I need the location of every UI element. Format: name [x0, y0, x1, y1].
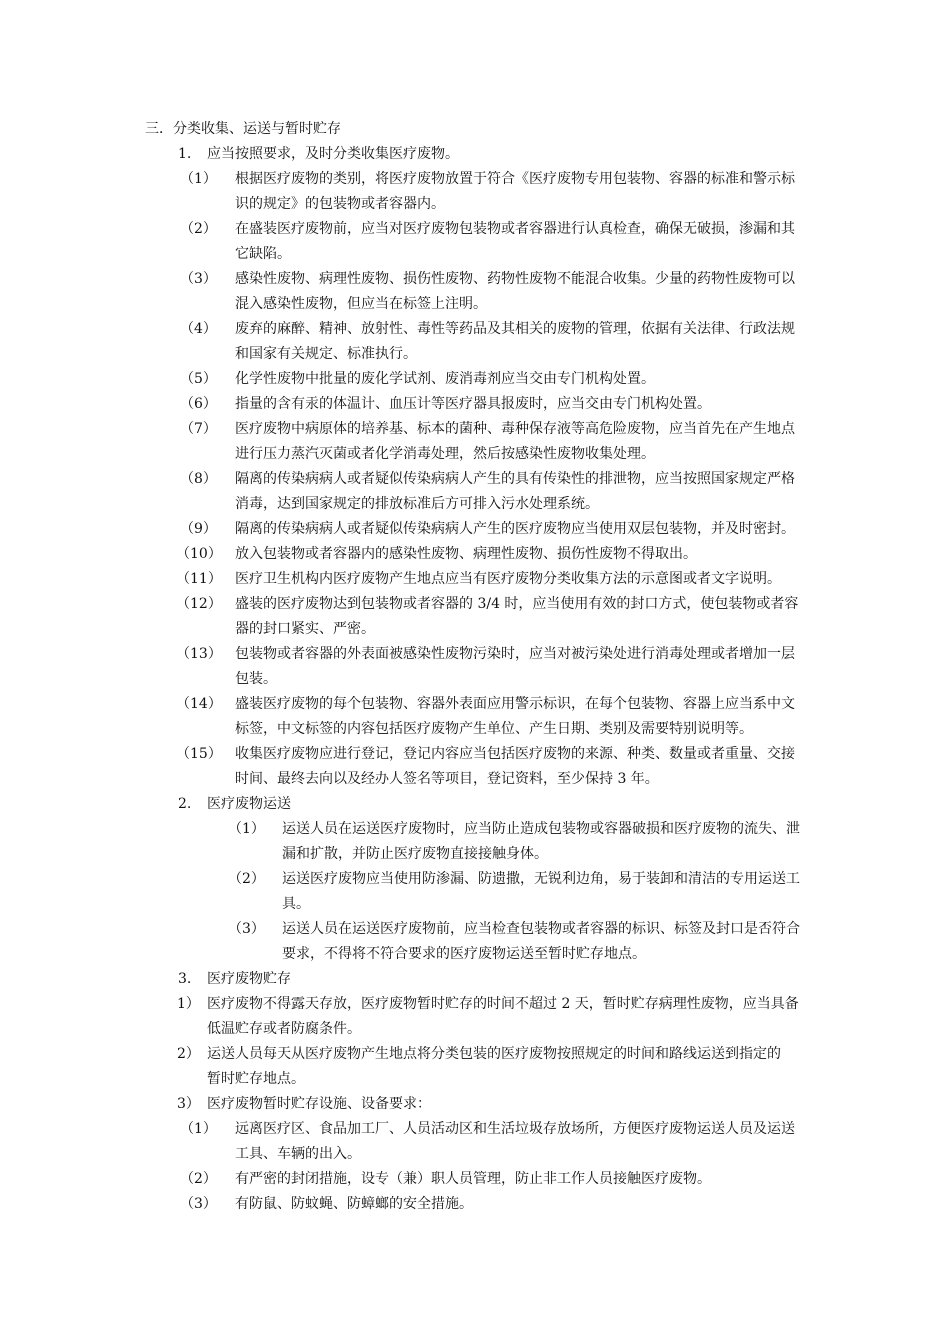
list-item-line: 隔离的传染病病人或者疑似传染病病人产生的医疗废物应当使用双层包装物，并及时密封。 — [235, 521, 795, 537]
subsection-2-number: 2. — [178, 796, 192, 812]
list-item-line: 运送人员在运送医疗废物前，应当检查包装物或者容器的标识、标签及封口是否符合 — [282, 921, 800, 937]
list-item-line: 时间、最终去向以及经办人签名等项目，登记资料，至少保持 3 年。 — [235, 771, 659, 787]
list-item-line: 运送医疗废物应当使用防渗漏、防遗撒，无锐利边角，易于装卸和清洁的专用运送工 — [282, 871, 800, 887]
list-item-number: （15） — [176, 746, 222, 762]
list-item-line: 消毒，达到国家规定的排放标准后方可排入污水处理系统。 — [235, 496, 599, 512]
list-item-number: （2） — [228, 871, 265, 887]
list-item-number: （1） — [180, 1121, 217, 1137]
list-item-number: （12） — [176, 596, 222, 612]
list-item-number: （2） — [180, 221, 217, 237]
subsection-1-title: 应当按照要求，及时分类收集医疗废物。 — [207, 146, 459, 162]
list-item-line: 包装物或者容器的外表面被感染性废物污染时，应当对被污染处进行消毒处理或者增加一层 — [235, 646, 795, 662]
list-item-line: 化学性废物中批量的废化学试剂、废消毒剂应当交由专门机构处置。 — [235, 371, 655, 387]
subsection-2-title: 医疗废物运送 — [207, 796, 291, 812]
list-item-line: 器的封口紧实、严密。 — [235, 621, 375, 637]
list-item-line: 远离医疗区、食品加工厂、人员活动区和生活垃圾存放场所，方便医疗废物运送人员及运送 — [235, 1121, 795, 1137]
list-item-number: （3） — [180, 1196, 217, 1212]
list-item-number: （7） — [180, 421, 217, 437]
subsection-3-title: 医疗废物贮存 — [207, 971, 291, 987]
list-item-number: （6） — [180, 396, 217, 412]
list-item-number: （13） — [176, 646, 222, 662]
list-item-line: 医疗卫生机构内医疗废物产生地点应当有医疗废物分类收集方法的示意图或者文字说明。 — [235, 571, 781, 587]
section-heading: 三．分类收集、运送与暂时贮存 — [145, 121, 341, 137]
list-item-number: （8） — [180, 471, 217, 487]
list-item-number: （14） — [176, 696, 222, 712]
list-item-number: （2） — [180, 1171, 217, 1187]
list-item-line: 医疗废物中病原体的培养基、标本的菌种、毒种保存液等高危险废物，应当首先在产生地点 — [235, 421, 795, 437]
list-item-number: 2） — [177, 1046, 200, 1062]
list-item-line: 在盛装医疗废物前，应当对医疗废物包装物或者容器进行认真检查，确保无破损，渗漏和其 — [235, 221, 795, 237]
list-item-line: 指量的含有汞的体温计、血压计等医疗器具报废时，应当交由专门机构处置。 — [235, 396, 711, 412]
list-item-line: 感染性废物、病理性废物、损伤性废物、药物性废物不能混合收集。少量的药物性废物可以 — [235, 271, 795, 287]
list-item-number: （3） — [228, 921, 265, 937]
list-item-number: 1） — [177, 996, 200, 1012]
list-item-line: 暂时贮存地点。 — [207, 1071, 305, 1087]
list-item-line: 具。 — [282, 896, 310, 912]
subsection-1-number: 1. — [178, 146, 192, 162]
list-item-line: 进行压力蒸汽灭菌或者化学消毒处理，然后按感染性废物收集处理。 — [235, 446, 655, 462]
list-item-line: 要求，不得将不符合要求的医疗废物运送至暂时贮存地点。 — [282, 946, 646, 962]
list-item-line: 工具、车辆的出入。 — [235, 1146, 361, 1162]
list-item-line: 盛装的医疗废物达到包装物或者容器的 3/4 时，应当使用有效的封口方式，使包装物或者容 — [235, 596, 799, 612]
list-item-line: 盛装医疗废物的每个包装物、容器外表面应用警示标识，在每个包装物、容器上应当系中文 — [235, 696, 795, 712]
list-item-line: 有严密的封闭措施，设专（兼）职人员管理，防止非工作人员接触医疗废物。 — [235, 1171, 711, 1187]
list-item-number: （3） — [180, 271, 217, 287]
list-item-number: （1） — [228, 821, 265, 837]
list-item-number: （10） — [176, 546, 222, 562]
list-item-line: 医疗废物暂时贮存设施、设备要求： — [207, 1096, 431, 1112]
list-item-line: 有防鼠、防蚊蝇、防蟑螂的安全措施。 — [235, 1196, 473, 1212]
list-item-number: （5） — [180, 371, 217, 387]
list-item-number: 3） — [177, 1096, 200, 1112]
list-item-line: 运送人员每天从医疗废物产生地点将分类包装的医疗废物按照规定的时间和路线运送到指定的 — [207, 1046, 781, 1062]
list-item-line: 包装。 — [235, 671, 277, 687]
list-item-line: 低温贮存或者防腐条件。 — [207, 1021, 361, 1037]
list-item-line: 放入包装物或者容器内的感染性废物、病理性废物、损伤性废物不得取出。 — [235, 546, 697, 562]
list-item-line: 识的规定》的包装物或者容器内。 — [235, 196, 445, 212]
subsection-3-number: 3. — [178, 971, 192, 987]
list-item-line: 标签，中文标签的内容包括医疗废物产生单位、产生日期、类别及需要特别说明等。 — [235, 721, 753, 737]
list-item-line: 和国家有关规定、标准执行。 — [235, 346, 417, 362]
list-item-line: 收集医疗废物应进行登记，登记内容应当包括医疗废物的来源、种类、数量或者重量、交接 — [235, 746, 795, 762]
list-item-line: 废弃的麻醉、精神、放射性、毒性等药品及其相关的废物的管理，依据有关法律、行政法规 — [235, 321, 795, 337]
list-item-line: 漏和扩散，并防止医疗废物直接接触身体。 — [282, 846, 548, 862]
list-item-line: 医疗废物不得露天存放，医疗废物暂时贮存的时间不超过 2 天，暂时贮存病理性废物，应当具备 — [207, 996, 799, 1012]
list-item-number: （9） — [180, 521, 217, 537]
list-item-number: （1） — [180, 171, 217, 187]
list-item-line: 运送人员在运送医疗废物时，应当防止造成包装物或容器破损和医疗废物的流失、泄 — [282, 821, 800, 837]
list-item-line: 混入感染性废物，但应当在标签上注明。 — [235, 296, 487, 312]
list-item-line: 根据医疗废物的类别，将医疗废物放置于符合《医疗废物专用包装物、容器的标准和警示标 — [235, 171, 795, 187]
list-item-number: （11） — [176, 571, 222, 587]
list-item-number: （4） — [180, 321, 217, 337]
list-item-line: 隔离的传染病病人或者疑似传染病病人产生的具有传染性的排泄物，应当按照国家规定严格 — [235, 471, 795, 487]
list-item-line: 它缺陷。 — [235, 246, 291, 262]
